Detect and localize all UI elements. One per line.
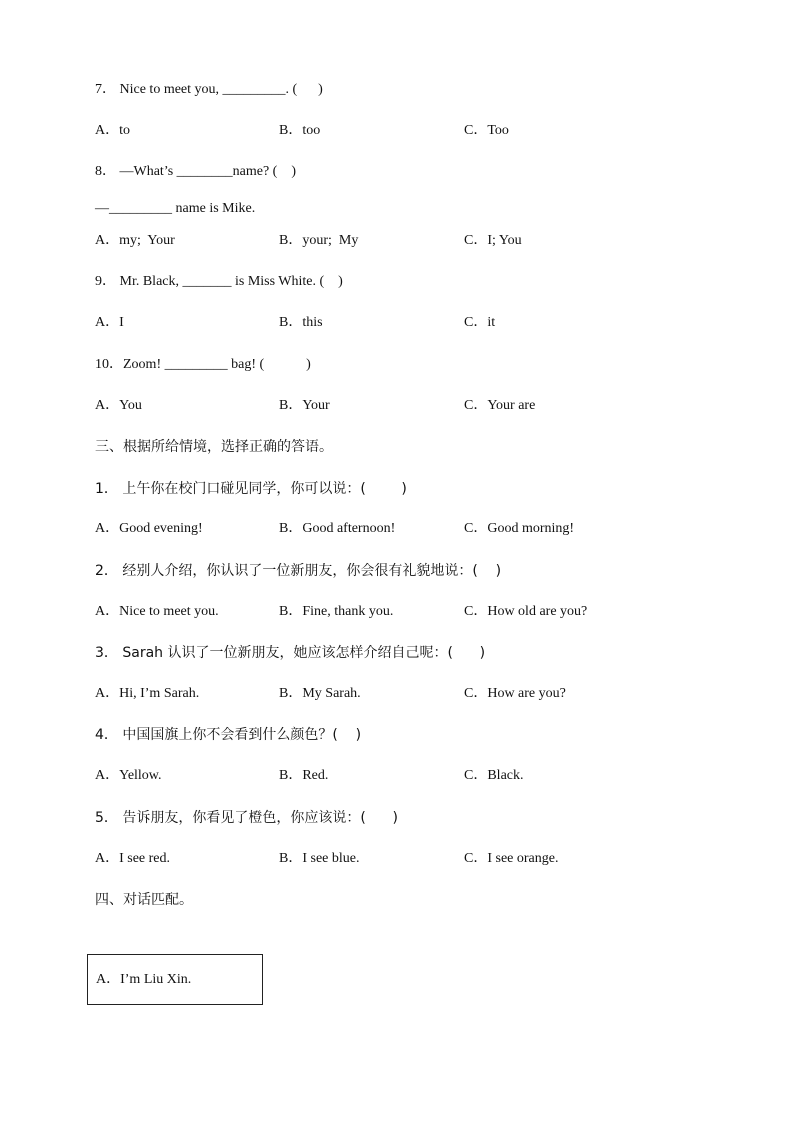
match-box-a — [87, 954, 263, 1005]
s3-question-2-option-a: A．Nice to meet you. — [95, 604, 219, 619]
s3-question-4-option-a: A．Yellow. — [95, 768, 162, 783]
s3-question-5-stem: 5． 告诉朋友，你看见了橙色，你应该说：( ) — [95, 810, 398, 826]
s3-question-2-option-c: C．How old are you? — [464, 604, 588, 619]
question-7-stem: 7． Nice to meet you, _________. ( ) — [95, 82, 323, 97]
question-8-option-c: C．I; You — [464, 233, 522, 248]
s3-question-1-option-c: C．Good morning! — [464, 521, 575, 536]
section-4-heading: 四、对话匹配。 — [95, 892, 193, 908]
question-9-option-a: A．I — [95, 315, 124, 330]
s3-question-3-option-a: A．Hi, I’m Sarah. — [95, 686, 200, 701]
question-9-option-c: C．it — [464, 315, 496, 330]
s3-question-5-option-b: B．I see blue. — [279, 851, 360, 866]
s3-question-1-option-a: A．Good evening! — [95, 521, 203, 536]
question-8-reply: —_________ name is Mike. — [95, 201, 256, 216]
s3-question-4-stem: 4． 中国国旗上你不会看到什么颜色？( ) — [95, 727, 362, 743]
s3-question-5-option-a: A．I see red. — [95, 851, 171, 866]
question-7-option-b: B．too — [279, 123, 321, 138]
s3-question-3-option-c: C．How are you? — [464, 686, 566, 701]
s3-question-1-stem: 1． 上午你在校门口碰见同学，你可以说：( ) — [95, 481, 407, 497]
question-10-option-c: C．Your are — [464, 398, 536, 413]
s3-question-4-option-c: C．Black. — [464, 768, 524, 783]
s3-question-3-option-b: B．My Sarah. — [279, 686, 361, 701]
question-8-option-b: B．your; My — [279, 233, 359, 248]
s3-question-4-option-b: B．Red. — [279, 768, 329, 783]
section-3-heading: 三、根据所给情境，选择正确的答语。 — [95, 439, 333, 455]
s3-question-3-stem: 3． Sarah 认识了一位新朋友，她应该怎样介绍自己呢：( ) — [95, 645, 486, 661]
question-8-stem: 8． —What’s ________name? ( ) — [95, 164, 297, 179]
match-box-a-text: A．I’m Liu Xin. — [96, 972, 192, 987]
s3-question-1-option-b: B．Good afternoon! — [279, 521, 396, 536]
question-8-option-a: A．my; Your — [95, 233, 175, 248]
s3-question-2-stem: 2． 经别人介绍，你认识了一位新朋友，你会很有礼貌地说：( ) — [95, 563, 502, 579]
s3-question-2-option-b: B．Fine, thank you. — [279, 604, 394, 619]
question-10-option-b: B．Your — [279, 398, 330, 413]
s3-question-5-option-c: C．I see orange. — [464, 851, 559, 866]
question-9-option-b: B．this — [279, 315, 323, 330]
question-10-stem: 10．Zoom! _________ bag! ( ) — [95, 357, 311, 372]
question-9-stem: 9． Mr. Black, _______ is Miss White. ( ) — [95, 274, 343, 289]
question-10-option-a: A．You — [95, 398, 142, 413]
question-7-option-c: C．Too — [464, 123, 509, 138]
question-7-option-a: A．to — [95, 123, 130, 138]
